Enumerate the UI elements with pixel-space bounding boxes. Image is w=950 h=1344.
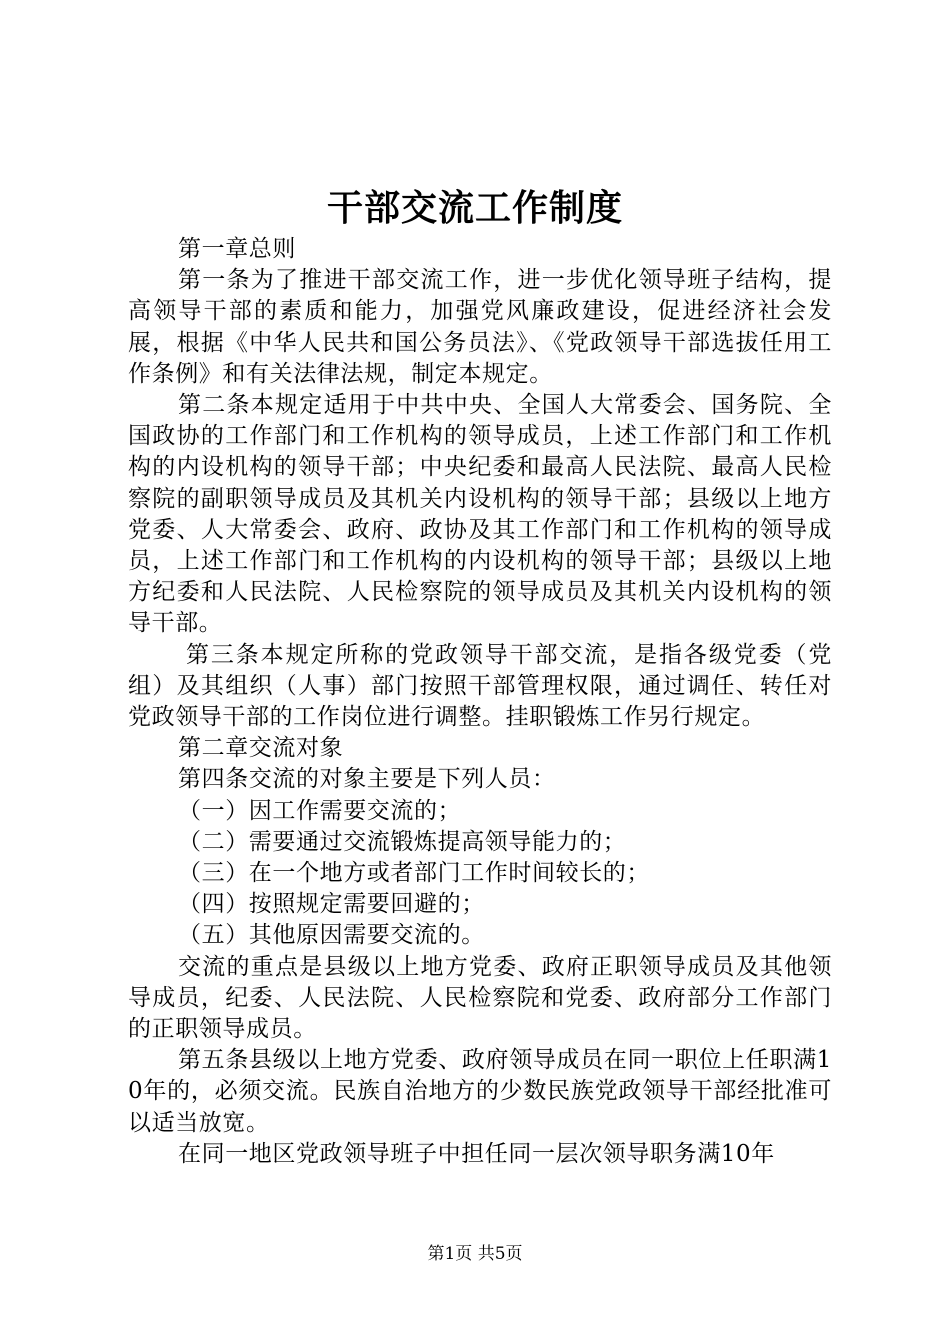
- list-item: （三）在一个地方或者部门工作时间较长的；: [178, 860, 650, 887]
- paragraph-continuation: 在同一地区党政领导班子中担任同一层次领导职务满10年: [178, 1140, 775, 1167]
- page-number: 第1页 共5页: [427, 1244, 523, 1264]
- paragraph-chapter-2: 第二章交流对象: [178, 735, 344, 762]
- paragraph-article-3: 第三条本规定所称的党政领导干部交流，是指各级党委（党组）及其组织（人事）部门按照干部管理权限，通过调任、转任对党政领导干部的工作岗位进行调整。挂职锻炼工作另行规定。: [128, 641, 832, 731]
- paragraph-chapter-1: 第一章总则: [178, 236, 296, 262]
- list-item: （二）需要通过交流锻炼提高领导能力的；: [178, 828, 627, 855]
- document-body: [128, 234, 832, 1170]
- paragraph-exchange-focus: 交流的重点是县级以上地方党委、政府正职领导成员及其他领导成员，纪委、人民法院、人民检察院和党委、政府部分工作部门的正职领导成员。: [128, 953, 832, 1043]
- paragraph-article-1: 第一条为了推进干部交流工作，进一步优化领导班子结构，提高领导干部的素质和能力，加强党风廉政建设，促进经济社会发展，根据《中华人民共和国公务员法》、《党政领导干部选拔任用工作条例》和有关法律法规，制定本规定。: [128, 267, 832, 387]
- list-item: （一）因工作需要交流的；: [178, 797, 462, 824]
- paragraph-article-5: 第五条县级以上地方党委、政府领导成员在同一职位上任职满10年的，必须交流。民族自治地方的少数民族党政领导干部经批准可以适当放宽。: [128, 1047, 832, 1136]
- paragraph-article-4: 第四条交流的对象主要是下列人员：: [178, 766, 556, 793]
- list-item: （五）其他原因需要交流的。: [178, 922, 485, 949]
- document-title: 干部交流工作制度: [326, 187, 623, 229]
- list-item: （四）按照规定需要回避的；: [178, 891, 485, 918]
- paragraph-article-2: 第二条本规定适用于中共中央、全国人大常委会、国务院、全国政协的工作部门和工作机构的领导成员，上述工作部门和工作机构的内设机构的领导干部；中央纪委和最高人民法院、最高人民检察院的副职领导成员及其机关内设机构的领导干部；县级以上地方党委、人大常委会、政府、政协及其工作部门和工作机构的领导成员，上述工作部门和工作机构的内设机构的领导干部；县级以上地方纪委和人民法院、人民检察院的领导成员及其机关内设机构的领导干部。: [128, 392, 832, 637]
